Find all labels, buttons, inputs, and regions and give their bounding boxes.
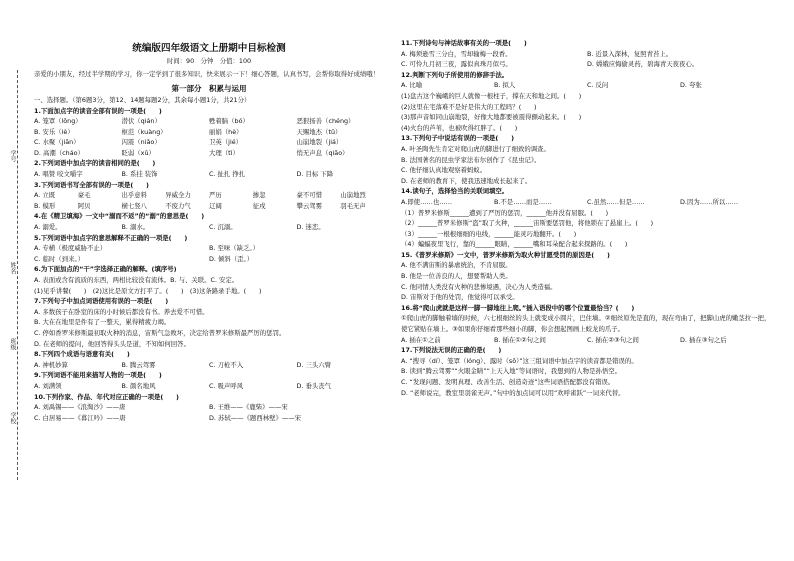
q1-row-d: D. 高潮（cháo） 眨弱（xǔ） 大理（tì） 悄无声息（qiāo） — [34, 148, 349, 157]
q2-options: A. 唱赞 咬文嚼字 B. 系挂 装饰 C. 扯扎 挣扎 D. 目标 下降 — [34, 170, 334, 179]
binding-label-student-number: 学号 — [4, 150, 16, 162]
question-1: 1.下面加点字的读音全部有误的一项是( ) — [34, 106, 162, 115]
q3-row-b: B. 模形 阿贝 横七竖八 不废力气 辽阔 征戌 攀云驾雾 羽毛无声 — [34, 201, 366, 210]
q1-row-c: C. 水聚（jiān） 闪震（niǎo） 卫英（jié） 山崩地裂（jiá） — [34, 138, 343, 147]
q7-option-b: B. 大在在地里是件有了一整天，累得精疲力竭。 — [34, 318, 171, 327]
q10-row-1: A. 刘禹锡——《浪淘沙》——唐 B. 王维——《鹿柴》——宋 — [34, 403, 288, 412]
question-6: 6.为下面加点的“干”字选择正确的解释。(填序号) — [34, 265, 177, 274]
q14-item-3: （3）______一根根细细的电线，______能灵巧地翻开。( ) — [401, 229, 577, 238]
question-2: 2.下列词语中加点字的读音相同的是( ) — [34, 159, 156, 168]
q13-option-a: A. 叶圣陶先生肯定对爬山虎的脚进行了细致的调查。 — [401, 144, 550, 153]
binding-label-school: 学校 — [4, 412, 16, 424]
q17-option-a: A. “搜寻（dí）、笼罩（lóng）、露时（sǒ）”这三组词语中加点字的读音都是错误的。 — [401, 356, 638, 365]
exam-title: 统编版四年级语文上册期中目标检测 — [132, 43, 286, 54]
right-column — [401, 38, 773, 398]
question-16: 16.将“爬山虎就是这样一脚一脚地往上爬。”插入语段中的哪个位置最恰当？( ) — [401, 303, 635, 312]
binding-margin — [0, 0, 24, 561]
question-12: 12.判断下列句子所使用的修辞手法。 — [401, 70, 509, 79]
q5-row-1: A. 专横（极度威胁不止） B. 至味（缺乏。） — [34, 244, 259, 253]
q7-option-a: A. 多数孩子在卧室的床的小时候后都没有书。养去爱不可惜。 — [34, 307, 209, 316]
q12-item-4: (4)火台的芦苇，也被吹得红胖了。( ) — [401, 123, 518, 132]
q12-item-2: (2)这里在宅落难不是好是伟大的工程吗？( ) — [401, 102, 537, 111]
q13-option-d: D. 在老师的教育下，使我迅速地成长起来了。 — [401, 176, 532, 185]
q7-option-c: C. 停如香罗米修斯最初取火种的消息，宙斯气急败坏，决定给普罗米修斯最严厉的惩罚。 — [34, 328, 286, 337]
question-7: 7.下列句子中加点词语使用有误的一项是( ) — [34, 297, 169, 306]
q17-option-c: C. “发现问题、发明真理、改善生活、创造奇迹”这些词语搭配都没有错误。 — [401, 378, 615, 386]
exam-intro: 亲爱的小朋友，经过半学期的学习，你一定学到了很多知识，快来展示一下！细心答题，认真书写，会帮你取得好成绩哦！ — [34, 70, 380, 78]
q15-option-a: A. 他不满宙斯的暴虐统治，不肯屈服。 — [401, 261, 512, 270]
question-17: 17.下列说法无误的正确的是( ) — [401, 346, 502, 355]
q14-item-4: （4）蝙蝠夜里飞行，靠的______眼睛，______嘴和耳朵配合起来探路的。( ) — [401, 240, 628, 249]
q12-item-1: (1)盘古这个巍峨的巨人就像一根柱子，撑在天和地之间。( ) — [401, 91, 582, 100]
question-11: 11.下列诗句与神话故事有关的一项是( ) — [401, 39, 527, 47]
question-3: 3.下列词语书写全部有误的一项是( ) — [34, 180, 149, 189]
q14-item-2: （2）______普罗米修斯“盗”取了火种，______宙斯要惩罚他，将他锁在了悬崖上。( ) — [401, 219, 654, 228]
question-15: 15.《普罗米修斯》一文中，普罗米修斯为取火种甘愿受罚的原因是( ) — [401, 250, 610, 259]
exam-info: 时间：90 分钟 分值：100 — [166, 57, 252, 65]
q5-row-2: C. 临时（到来。） D. 倾斜（歪。） — [34, 254, 254, 263]
q12-item-3: (3)那声音如同山崩地裂，好像大地都要被震得颤动起来。( ) — [401, 113, 582, 122]
part-one-heading: 第一部分 积累与运用 — [171, 84, 247, 93]
q6-definitions: A. 表面或含有流质的东西，两相比较没有流体。B. 与、关联。C. 安定。 — [34, 276, 239, 284]
question-13: 13.下列句子中说话有误的一项是( ) — [401, 134, 515, 143]
q14-item-1: （1）普罗米修斯______遭到了严厉的惩罚，______他并没有屈服。( ) — [401, 208, 609, 217]
question-9: 9.下列词语不能用来描写人物的一项是( ) — [34, 371, 162, 380]
q10-row-2: C. 白居易——《暮江吟》——唐 D. 苏轼——《题西林壁》——宋 — [34, 413, 302, 422]
q1-row-a: A. 笼罩（lǒng） 潜伏（qián） 甦着脑（bó） 恶狠扬善（chéng） — [34, 117, 355, 126]
q16-options: A. 插在①之前 B. 插在①②句之间 C. 插在②③句之间 D. 插在③句之后 — [401, 335, 727, 344]
q14-options: A.即使……也…… B.不是……而是…… C.虽然……但是…… D.因为……所以…… — [401, 197, 739, 206]
binding-label-class: 班级 — [4, 338, 16, 350]
q3-row-a: A. 立既 豪毛 出乎意料 异威全力 严历 掺忽 豪不可惜 山崩地烈 — [34, 191, 366, 200]
q4-options: A. 溺爱。 B. 溺水。 C. 沉溺。 D. 迷恋。 — [34, 223, 325, 232]
q1-row-b: B. 安乐（lè） 枢范（kuàng） 丽娟（hè） 天赐地杰（tǔ） — [34, 127, 342, 136]
question-10: 10.下列作家、作品、年代对应正确的一项是( ) — [34, 392, 179, 401]
q11-row-1: A. 梅须逊雪三分白，雪却输梅一段香。 B. 近景入深林，复照青苔上。 — [401, 49, 673, 58]
question-4: 4.在《精卫填海》一文中“溺而不返”的“溺”的意思是( ) — [34, 212, 205, 221]
q15-option-b: B. 他是一位善良的人，想要帮助人类。 — [401, 272, 512, 281]
binding-label-name: 姓名 — [4, 262, 16, 274]
q15-option-d: D. 宙斯对于他的处罚，他觉得可以承受。 — [401, 293, 519, 302]
q17-option-d: D. “老师说完，教室里羽雀无声。”句中的加点词可以用“欢呼雀跃”一词来代替。 — [401, 388, 625, 397]
question-14: 14.读句子，选择恰当的关联词填空。 — [401, 187, 509, 196]
q13-option-c: C. 他仔细认真地观察着蚂蚁。 — [401, 166, 487, 175]
q6-items: (1)见乎讲餐( ) (2)这比是原文方打平了。( ) (3)这条路录手地。( ) — [34, 286, 262, 295]
left-column — [34, 38, 384, 423]
question-5: 5.下列词语中加点字的意思解释不正确的一项是( ) — [34, 233, 188, 242]
section-one-heading: 一、选择题。（第6题3分，第12、14题每题2分，其余每小题1分，共21分） — [34, 96, 251, 104]
q7-option-d: D. 在老师的提问，他回答得头头是道，不知如何回答。 — [34, 339, 190, 348]
question-8: 8.下列四个成语与语意有关( ) — [34, 350, 130, 359]
q8-options: A. 神机妙算 B. 腾云驾雾 C. 刀枪不入 D. 三头六臂 — [34, 360, 332, 369]
q15-option-c: C. 他同情人类没有火种的悲惨境遇，决心为人类造福。 — [401, 282, 557, 291]
q11-row-2: C. 可怜九月初三夜，露似真珠月似弓。 D. 嫦娥应悔偷灵药，碧海青天夜夜心。 — [401, 60, 699, 69]
q12-options: A. 比喻 B. 拟人 C. 反问 D. 夸张 — [401, 81, 702, 90]
q13-option-b: B. 法国著名的昆虫学家法布尔创作了《昆虫记》。 — [401, 155, 541, 164]
binding-dashed-line — [17, 70, 18, 480]
q9-options: A. 刘满领 B. 颜名地风 C. 吸声呼风 D. 垂头丧气 — [34, 381, 332, 390]
q17-option-b: B. 读到“腾云驾雾”“火眼金睛”“上天入地”等词语时，我想到的人物是孙悟空。 — [401, 367, 622, 376]
q16-passage: ①爬山虎的脚触着墙的时候，六七根细丝的头上就变成小圆片，巴住墙。②细丝原先是直的，现在弯曲了，把脚山虎的嫩茎拉一把，使它紧贴在墙上。③如果你仔细看那些细小的脚，你会想起图画上蛟龙的爪子。 — [401, 314, 771, 334]
